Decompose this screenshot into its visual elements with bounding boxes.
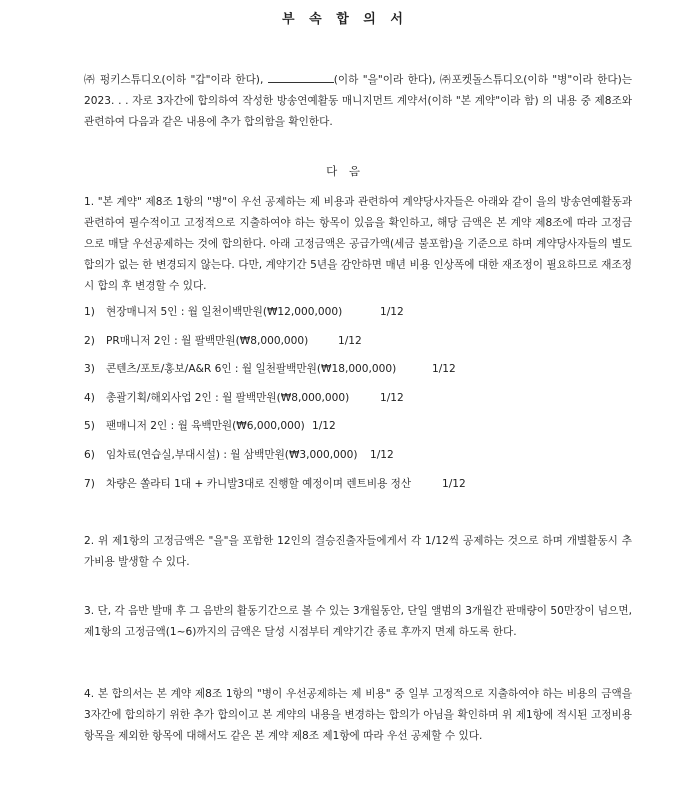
item-text: 팬매니저 2인 : 월 육백만원(₩6,000,000) — [106, 420, 305, 432]
item-text: 현장매니저 5인 : 월 일천이백만원(₩12,000,000) — [106, 306, 343, 318]
list-item — [84, 476, 466, 492]
list-item — [84, 447, 394, 463]
clause-2: 2. 위 제1항의 고정금액은 "을"을 포함한 12인의 결승진출자들에게서 각 1/12씩 공제하는 것으로 하며 개별활동시 추가비용 발생할 수 있다. — [84, 535, 632, 568]
item-fraction: 1/12 — [312, 420, 336, 432]
clause-3: 3. 단, 각 음반 발매 후 그 음반의 활동기간으로 볼 수 있는 3개월동안, 단일 앨범의 3개월간 판매량이 50만장이 넘으면, 제1항의 고정금액(1~6)까지의 금액은 달성 시점부터 계약기간 종료 후까지 면제 하도록 한다. — [84, 605, 632, 638]
item-text: 차량은 쏠라티 1대 + 카니발3대로 진행할 예정이며 렌트비용 정산 — [106, 478, 412, 490]
item-fraction: 1/12 — [380, 306, 404, 318]
list-item — [84, 390, 404, 406]
list-item — [84, 304, 404, 320]
item-text: 콘텐츠/포토/홍보/A&R 6인 : 월 일천팔백만원(₩18,000,000) — [106, 363, 397, 375]
item-number: 1) — [84, 306, 95, 318]
clause-4: 4. 본 합의서는 본 계약 제8조 1항의 "병이 우선공제하는 제 비용" 중 일부 고정적으로 지출하여야 하는 비용의 금액을 3자간에 합의하기 위한 추가 합의이고 본 계약의 내용을 변경하는 합의가 아님을 확인하며 위 제1항에 적시된 고정비용항목을 제외한 항목에 대해서도 같은 본 계약 제8조 제1항에 따라 우선 공제할 수 있다. — [84, 688, 632, 742]
item-number: 5) — [84, 420, 95, 432]
section-heading: 다 음 — [326, 164, 364, 178]
list-item — [84, 418, 336, 434]
item-number: 7) — [84, 478, 95, 490]
item-fraction: 1/12 — [442, 478, 466, 490]
item-fraction: 1/12 — [432, 363, 456, 375]
item-text: 임차료(연습실,부대시설) : 월 삼백만원(₩3,000,000) — [106, 449, 358, 461]
intro-part1: ㈜ 펑키스튜디오(이하 "갑"이라 한다), — [84, 74, 268, 86]
signature-blank — [268, 72, 334, 83]
intro-part2: (이하 "을"이라 한다), ㈜포켓돌스튜디오(이하 "병"이라 한다)는 2023. . . 자로 3자간에 합의하여 작성한 방송연예활동 매니지먼트 계약서(이하 "본 계약"이라 함) 의 내용 중 제8조와 관련하여 다음과 같은 내용에 추가 합의함을 확인한다. — [84, 74, 632, 128]
item-number: 2) — [84, 335, 95, 347]
clause-1: 1. "본 계약" 제8조 1항의 "병"이 우선 공제하는 제 비용과 관련하여 계약당사자들은 아래와 같이 을의 방송연예활동과 관련하여 필수적이고 고정적으로 지출하여야 하는 항목이 있음을 확인하고, 해당 금액은 본 계약 제8조에 따라 고정금으로 매달 우선공제하는 것에 합의한다. 아래 고정금액은 공급가액(세금 불포함)을 기준으로 하며 계약당사자들의 별도 합의가 없는 한 변경되지 않는다. 다만, 계약기간 5년을 감안하면 매년 비용 인상폭에 대한 재조정이 필요하므로 재조정시 합의 후 변경할 수 있다. — [84, 196, 632, 292]
item-number: 6) — [84, 449, 95, 461]
item-text: 총괄기획/해외사업 2인 : 월 팔백만원(₩8,000,000) — [106, 392, 350, 404]
item-number: 4) — [84, 392, 95, 404]
list-item — [84, 361, 456, 377]
item-number: 3) — [84, 363, 95, 375]
item-fraction: 1/12 — [370, 449, 394, 461]
document-title: 부 속 합 의 서 — [282, 12, 408, 27]
item-fraction: 1/12 — [338, 335, 362, 347]
list-item — [84, 333, 362, 349]
item-text: PR매니저 2인 : 월 팔백만원(₩8,000,000) — [106, 335, 309, 347]
intro-paragraph — [84, 70, 632, 133]
item-fraction: 1/12 — [380, 392, 404, 404]
